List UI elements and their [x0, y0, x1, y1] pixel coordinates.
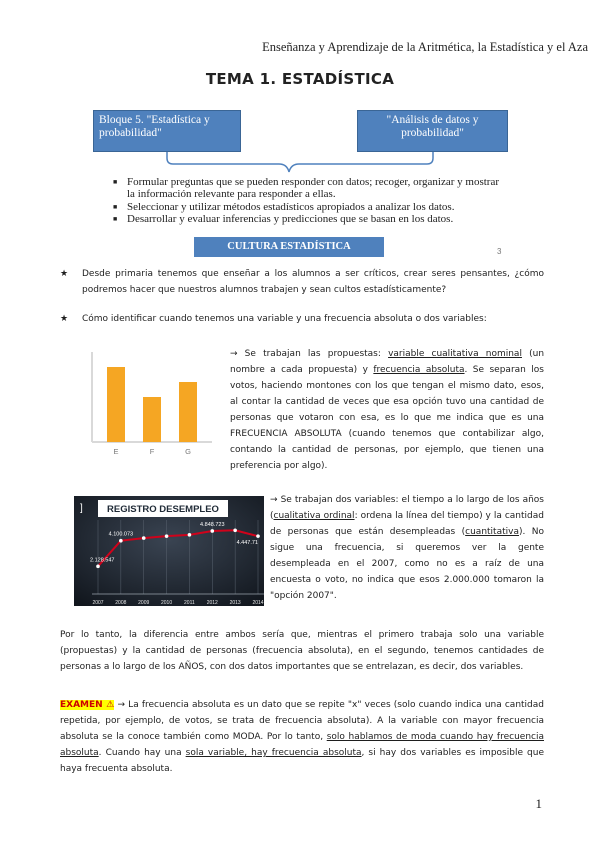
data-label: 4.447.71: [236, 540, 258, 547]
underlined-term: cuantitativa: [465, 527, 519, 537]
text-run: → Se trabajan dos variables: el tiempo a lo largo de los años (: [270, 495, 544, 521]
page-number: 1: [535, 796, 542, 811]
bar: [107, 367, 125, 442]
bullet-text: Cómo identificar cuando tenemos una variable y una frecuencia absoluta o dos variables:: [82, 314, 487, 324]
x-tick-label: 2007: [92, 600, 104, 606]
brace-connector: [93, 110, 508, 176]
data-point: [188, 533, 192, 537]
conclusion-paragraph: Por lo tanto, la diferencia entre ambos sería que, mientras el primero trabaja solo una variable (propuestas) y la cantidad de personas (frecuencia absoluta), en el segundo, tenemos cantidades de personas a lo largo de los AÑOS, con dos datos importantes que se entrelazan, es decir, dos variables.: [60, 630, 544, 672]
data-analysis-box: "Análisis de datos y probabilidad": [357, 110, 508, 152]
bullet-identify: [60, 311, 544, 327]
data-point: [233, 529, 237, 533]
block-5-box: Bloque 5. "Estadística y probabilidad": [93, 110, 241, 152]
underlined-term: sola variable, hay frecuencia absoluta: [185, 748, 362, 758]
text-run: ). No sigue una frecuencia, si queremos ver la gente desempleada en el 2007, como no es a raíz de una encuesta o voto, no indica que esos 2.000.000 tomaron la "opción 2007".: [270, 527, 544, 601]
star-icon: ★: [60, 314, 69, 324]
data-point: [210, 529, 214, 533]
slide-number: 3: [497, 247, 502, 256]
underlined-term: variable cualitativa nominal: [388, 349, 522, 359]
bar-chart-explanation: [230, 346, 544, 474]
text-run: . Cuando hay una: [98, 748, 186, 758]
x-tick-label: 2008: [115, 600, 127, 606]
culture-label: CULTURA ESTADÍSTICA: [194, 237, 384, 257]
x-tick-label: 2011: [184, 600, 195, 606]
underlined-term: solo hablamos de moda cuando hay frecuencia absoluta: [60, 732, 544, 758]
bracket-glyph: ]: [80, 503, 83, 514]
text-run: , si hay dos variables es imposible que haya frecuenta absoluta.: [60, 748, 544, 774]
x-tick-label: 2012: [206, 600, 218, 606]
line-chart-explanation: [270, 492, 544, 604]
bar: [179, 382, 197, 442]
bullet-text: Desde primaria tenemos que enseñar a los alumnos a ser críticos, crear seres pensantes, ¿cómo podremos hacer que nuestros alumnos trabajen y sean cultos estadísticamente?: [82, 269, 544, 295]
slide-bullet: ■ Desarrollar y evaluar inferencias y predicciones que se basan en los datos.: [113, 213, 508, 225]
star-icon: ★: [60, 269, 69, 279]
x-tick-label: 2013: [229, 600, 241, 606]
bar-category-label: F: [149, 447, 155, 456]
x-tick-label: 2009: [138, 600, 150, 606]
slide-image: [93, 110, 508, 265]
x-tick-label: 2010: [161, 600, 173, 606]
data-point: [142, 536, 146, 540]
exam-label: EXAMEN ⚠: [60, 700, 115, 710]
page-title: TEMA 1. ESTADÍSTICA: [205, 70, 395, 88]
data-label: 4.848.723: [200, 521, 225, 528]
data-label: 4.100.073: [108, 531, 134, 538]
text-run: : ordena la línea del tiempo) y la cantidad de personas que están desempleadas (: [270, 511, 544, 537]
slide-bullet: ■ Seleccionar y utilizar métodos estadísticos apropiados a analizar los datos.: [113, 201, 508, 213]
data-point: [119, 539, 123, 543]
bar-chart: [88, 348, 216, 456]
data-label: 2.128.547: [90, 557, 115, 564]
chart-title: REGISTRO DESEMPLEO: [107, 504, 219, 515]
exam-note: [60, 697, 544, 777]
running-header: Enseñanza y Aprendizaje de la Aritmética, la Estadística y el Aza: [262, 40, 588, 54]
text-run: → La frecuencia absoluta es un dato que se repite "x" veces (solo cuando indica una cantidad repetida, por ejemplo, de votos, se trata de frecuencia absoluta). A la variable con mayor frecuencia absoluta se la conoce también como MODA. Por lo tanto,: [60, 700, 544, 742]
x-tick-label: 2014: [252, 600, 264, 606]
slide-bullet-list: [113, 176, 508, 225]
underlined-term: cualitativa ordinal: [273, 511, 355, 521]
data-point: [165, 534, 169, 538]
text-run: → Se trabajan las propuestas:: [230, 349, 389, 359]
underlined-term: frecuencia absoluta: [373, 365, 465, 375]
data-point: [96, 565, 100, 569]
bullet-critical-thinking: [60, 266, 544, 298]
text-run: (un nombre a cada propuesta) y: [230, 349, 545, 375]
bar: [143, 397, 161, 442]
text-run: . Se separan los votos, haciendo montones con los que tengan el mismo dato, esos, al contar la cantidad de veces que esa opción tuvo una cantidad de personas que votaron con esa, es lo que me indica que es una FRECUENCIA ABSOLUTA (cuando tenemos que contabilizar algo, contando la cantidad de personas, por ejemplo, que tienen una preferencia por algo).: [230, 365, 544, 471]
slide-bullet: ■ Formular preguntas que se pueden responder con datos; recoger, organizar y mostrar la información relevante para responder a ellas.: [113, 176, 508, 201]
bar-category-label: E: [113, 447, 119, 456]
data-point: [256, 534, 260, 538]
bar-category-label: G: [185, 447, 191, 456]
unemployment-line-chart: [74, 496, 264, 606]
